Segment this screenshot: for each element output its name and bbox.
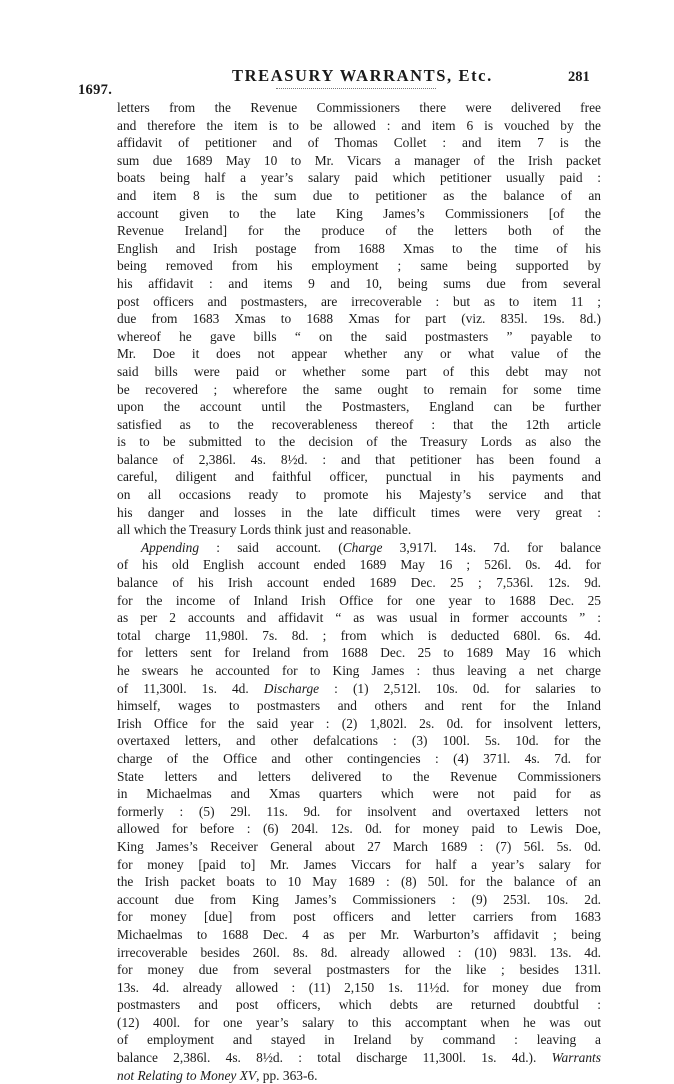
text-segment: allowed for before : (6) 204l. 12s. 0d. for money paid to Lewis Doe, [117, 821, 601, 837]
text-line: said bills were paid or whether some part of this debt may not [117, 363, 601, 379]
text-segment: (12) 400l. for one year’s salary to this accomptant when he was out [117, 1014, 601, 1030]
text-line [117, 891, 601, 909]
text-line [117, 680, 601, 698]
paragraph-2 [117, 539, 601, 1084]
running-title: TREASURY WARRANTS, Etc. [232, 66, 493, 85]
italic-segment: Charge [342, 539, 383, 555]
text-line: Revenue Ireland] for the produce of the letters both of the [117, 223, 601, 239]
text-segment: of his old English account ended 1689 May 16 ; 526l. 0s. 4d. for [117, 557, 601, 573]
text-segment: charge of the Office and other contingencies : (4) 371l. 4s. 7d. for [117, 750, 601, 766]
text-segment: 3,917l. 14s. 7d. for balance [382, 539, 601, 555]
text-line [117, 715, 601, 733]
text-line [117, 873, 601, 891]
text-line: be recovered ; wherefore the same ought to remain for some time [117, 381, 601, 397]
text-segment: balance 2,386l. 4s. 8½d. : total discharge 11,300l. 1s. 4d.). [117, 1050, 552, 1066]
text-segment: irrecoverable besides 260l. 8s. 8d. already allowed : (10) 983l. 13s. 4d. [117, 944, 601, 960]
text-line [117, 574, 601, 592]
page-year: 1697. [78, 82, 113, 98]
italic-segment: not Relating to Money XV [117, 1067, 257, 1083]
body-text [117, 99, 601, 1084]
text-segment: King James’s Receiver General about 27 March 1689 : (7) 56l. 5s. 0d. [117, 838, 601, 854]
text-line [117, 644, 601, 662]
text-line [117, 697, 601, 715]
text-line [117, 609, 601, 627]
text-line [117, 539, 601, 557]
text-line [117, 996, 601, 1014]
text-segment: : (1) 2,512l. 10s. 0d. for salaries to [319, 680, 601, 696]
text-line: on all occasions ready to promote his Majesty’s service and that [117, 487, 601, 503]
text-line: sum due 1689 May 10 to Mr. Vicars a manager of the Irish packet [117, 152, 601, 168]
text-line [117, 820, 601, 838]
text-segment: for the income of Inland Irish Office for one year to 1688 Dec. 25 [117, 592, 601, 608]
paragraph-1 [117, 99, 601, 539]
text-line: upon the account until the Postmasters, England can be further [117, 399, 601, 415]
text-line: his danger and losses in the late difficult times were very great : [117, 504, 601, 520]
text-line [117, 803, 601, 821]
text-line: and item 8 is the sum due to petitioner as the balance of an [117, 187, 601, 203]
text-segment: for money due from several postmasters for the like ; besides 131l. [117, 962, 601, 978]
text-line: Mr. Doe it does not appear whether any or what value of the [117, 346, 601, 362]
text-segment: : said account. ( [199, 539, 343, 555]
text-line [117, 961, 601, 979]
text-segment: State letters and letters delivered to the Revenue Commissioners [117, 768, 601, 784]
text-segment: balance of his Irish account ended 1689 Dec. 25 ; 7,536l. 12s. 9d. [117, 575, 601, 591]
text-line [117, 1049, 601, 1067]
text-segment: total charge 11,980l. 7s. 8d. ; from which is deducted 680l. 6s. 4d. [117, 627, 601, 643]
text-line [117, 856, 601, 874]
text-segment: postmasters and post officers, which debts are returned doubtful : [117, 997, 601, 1013]
text-line: his affidavit : and items 9 and 10, being sums due from several [117, 275, 601, 291]
text-line: all which the Treasury Lords think just and reasonable. [117, 522, 412, 538]
text-line: post officers and postmasters, are irrecoverable : but as to item 11 ; [117, 293, 601, 309]
italic-segment: Warrants [551, 1050, 601, 1066]
text-line [117, 732, 601, 750]
italic-segment: Discharge [263, 680, 320, 696]
text-segment: in Michaelmas and Xmas quarters which were not paid for as [117, 786, 601, 802]
text-line [117, 1014, 601, 1032]
text-line: is to be submitted to the decision of the Treasury Lords as also the [117, 434, 601, 450]
italic-segment: Appending [141, 539, 200, 555]
text-line [117, 556, 601, 574]
header-rule [276, 88, 436, 89]
text-segment: for money [paid to] Mr. James Viccars for half a year’s salary for [117, 856, 601, 872]
text-line [117, 592, 601, 610]
text-line: being removed from his employment ; same being supported by [117, 258, 601, 274]
text-segment: he swears he accounted for to King James : thus leaving a net charge [117, 663, 601, 678]
text-line: balance of 2,386l. 4s. 8½d. : and that petitioner has been found a [117, 451, 601, 467]
text-line [117, 944, 601, 962]
text-line [117, 838, 601, 856]
text-segment: formerly : (5) 29l. 11s. 9d. for insolvent and overtaxed letters not [117, 803, 601, 819]
text-segment: overtaxed letters, and other defalcations : (3) 100l. 5s. 10d. for the [117, 733, 601, 749]
text-line [117, 926, 601, 944]
text-segment: Irish Office for the said year : (2) 1,802l. 2s. 0d. for insolvent letters, [117, 715, 601, 731]
text-line: satisfied as to the recoverableness thereof : that the 12th article [117, 416, 601, 432]
text-segment: the Irish packet boats to 10 May 1689 : (8) 50l. for the balance of an [117, 874, 601, 890]
text-line: letters from the Revenue Commissioners there were delivered free [117, 100, 601, 115]
text-line: account given to the late King James’s Commissioners [of the [117, 205, 601, 221]
text-segment: of employment and stayed in Ireland by command : leaving a [117, 1032, 601, 1048]
text-line [117, 662, 601, 680]
text-line: due from 1683 Xmas to 1688 Xmas for part (viz. 835l. 19s. 8d.) [117, 311, 601, 327]
text-segment: Michaelmas to 1688 Dec. 4 as per Mr. Warburton’s affidavit ; being [117, 926, 601, 942]
text-line [117, 1031, 601, 1049]
text-line [117, 785, 601, 803]
text-line [117, 627, 601, 645]
text-segment: himself, wages to postmasters and others and rent for the Inland [117, 698, 601, 714]
text-line [117, 1067, 601, 1084]
text-line [117, 768, 601, 786]
text-line: and therefore the item is to be allowed : and item 6 is vouched by the [117, 117, 601, 133]
text-segment: account due from King James’s Commissioners : (9) 253l. 10s. 2d. [117, 891, 601, 907]
text-line: affidavit of petitioner and of Thomas Collet : and item 7 is the [117, 135, 601, 151]
text-line: English and Irish postage from 1688 Xmas to the time of his [117, 240, 601, 256]
text-segment: for letters sent for Ireland from 1688 Dec. 25 to 1689 May 16 which [117, 645, 601, 661]
text-segment: of 11,300l. 1s. 4d. [117, 680, 264, 696]
page-number: 281 [568, 69, 590, 85]
text-segment: 13s. 4d. already allowed : (11) 2,150 1s. 11½d. for money due from [117, 979, 601, 995]
text-line [117, 750, 601, 768]
text-line: boats being half a year’s salary paid which petitioner usually paid : [117, 170, 601, 186]
text-segment: as per 2 accounts and affidavit “ as was usual in former accounts ” : [117, 610, 601, 626]
text-line: careful, diligent and faithful officer, punctual in his payments and [117, 469, 601, 485]
text-line [117, 979, 601, 997]
text-segment: , pp. 363-6. [256, 1067, 318, 1083]
text-line: whereof he gave bills “ on the said postmasters ” payable to [117, 328, 601, 344]
text-line [117, 908, 601, 926]
text-segment: for money [due] from post officers and letter carriers from 1683 [117, 909, 601, 925]
